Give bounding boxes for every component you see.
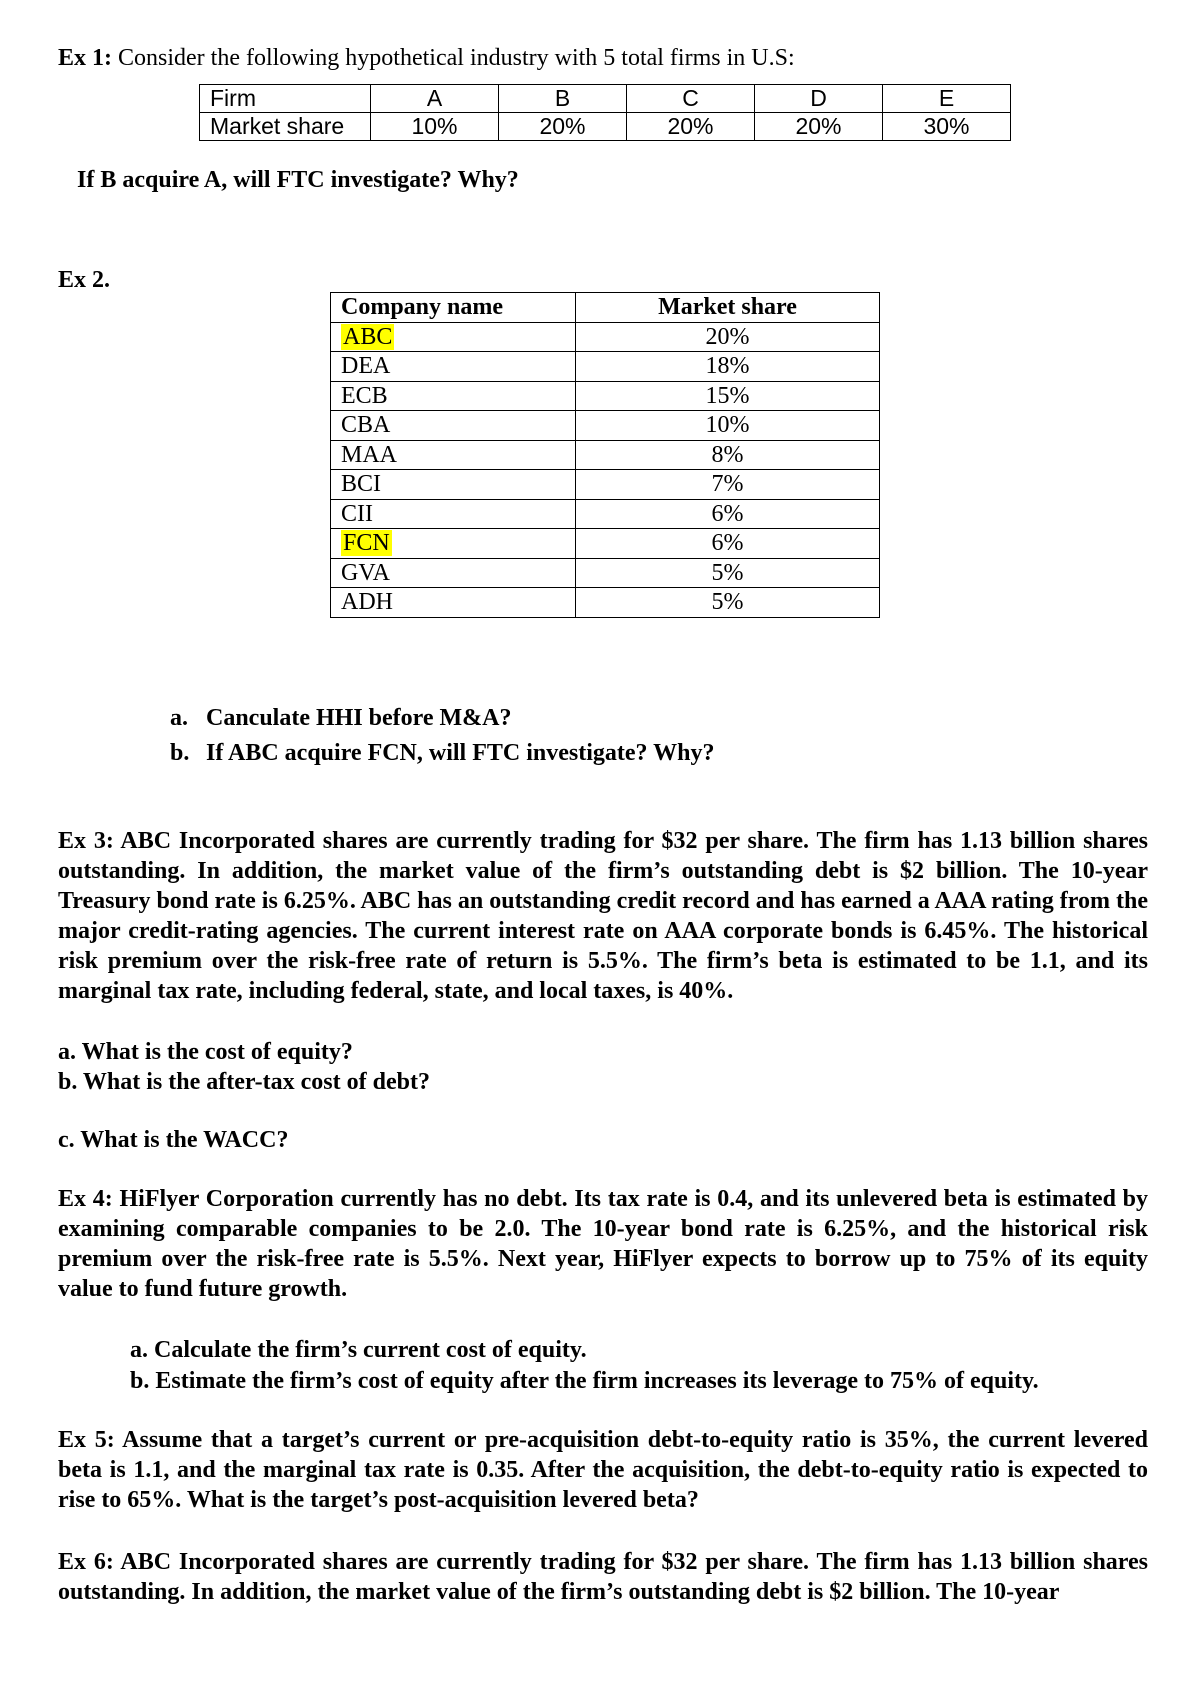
ex1-share-row [200,113,1011,141]
ex3-question-a: a. What is the cost of equity? [58,1039,353,1065]
company-share: 8% [576,440,880,470]
company-share: 5% [576,558,880,588]
ex4-question-b: b. Estimate the firm’s cost of equity after the firm increases its leverage to 75% of equity. [130,1368,1039,1394]
ex6-label: Ex 6: [58,1549,114,1575]
company-name-cell [331,470,576,500]
company-name-cell [331,499,576,529]
ex1-firm-row [200,85,1011,113]
ex1-intro: Consider the following hypothetical industry with 5 total firms in U.S: [112,45,795,71]
ex5-paragraph [58,1425,1148,1515]
ex2-question-b [170,738,714,768]
ex6-paragraph [58,1547,1148,1607]
company-name: GVA [341,559,390,586]
ex1-firm-table [199,84,1011,141]
ex1-question: If B acquire A, will FTC investigate? Why? [77,167,519,193]
ex1-label: Ex 1: [58,45,112,71]
company-row [331,440,880,470]
company-share: 10% [576,411,880,441]
share-a: 10% [371,113,499,141]
company-name: ADH [341,589,393,616]
ex1-heading [58,43,795,73]
ex3-question-b: b. What is the after-tax cost of debt? [58,1069,430,1095]
company-row [331,558,880,588]
ex2-header-row [331,293,880,323]
company-name: ABC [343,323,393,350]
ex3-paragraph: Ex 3: ABC Incorporated shares are currently trading for $32 per share. The firm has 1.13 billion shares outstanding. In addition, the market value of the firm’s outstanding debt is $2 billion. The 10-year Treasury bond rate is 6.25%. ABC has an outstanding credit record and has earned a AAA rating from the major credit-rating agencies. The current interest rate on AAA corporate bonds is 6.45%. The historical risk premium over the risk-free rate of return is 5.5%. The firm’s beta is estimated to be 1.1, and its marginal tax rate, including federal, state, and local taxes, is 40%. [58,828,1148,1004]
ex5-label: Ex 5: [58,1427,115,1453]
company-name-cell [331,588,576,618]
share-c: 20% [627,113,755,141]
company-row [331,499,880,529]
company-share: 18% [576,352,880,382]
company-row [331,322,880,352]
ex2-label: Ex 2. [58,267,111,293]
firm-a: A [371,85,499,113]
company-name: MAA [341,441,398,468]
company-name-cell [331,322,576,352]
company-name-cell [331,529,576,559]
ex3-question-c: c. What is the WACC? [58,1127,289,1153]
company-row [331,352,880,382]
company-row [331,470,880,500]
company-name: ECB [341,382,388,409]
share-e: 30% [883,113,1011,141]
firm-d: D [755,85,883,113]
col-company-name: Company name [331,293,576,323]
ex2-table-body [331,322,880,617]
company-row [331,588,880,618]
company-name: CII [341,500,373,527]
company-name: DEA [341,353,391,380]
firm-header-label: Firm [200,85,371,113]
company-row [331,411,880,441]
ex2-qa-text: Canculate HHI before M&A? [206,705,512,731]
share-row-label: Market share [200,113,371,141]
ex6-text: ABC Incorporated shares are currently trading for $32 per share. The firm has 1.13 billion shares outstanding. In addition, the market value of the firm’s outstanding debt is $2 billion. The 10-year [58,1549,1148,1605]
company-name: BCI [341,471,382,498]
ex4-question-a: a. Calculate the firm’s current cost of equity. [130,1337,587,1363]
company-name-cell [331,558,576,588]
ex5-text: Assume that a target’s current or pre-acquisition debt-to-equity ratio is 35%, the current levered beta is 1.1, and the marginal tax rate is 0.35. After the acquisition, the debt-to-equity ratio is expected to rise to 65%. What is the target’s post-acquisition levered beta? [58,1427,1148,1513]
company-row [331,529,880,559]
share-d: 20% [755,113,883,141]
company-name-cell [331,440,576,470]
ex2-qa-marker: a. [170,705,188,731]
company-name: FCN [343,530,390,557]
share-b: 20% [499,113,627,141]
ex2-company-table [330,292,880,618]
company-share: 7% [576,470,880,500]
ex2-question-a [170,703,512,733]
company-share: 6% [576,529,880,559]
company-share: 15% [576,381,880,411]
company-share: 6% [576,499,880,529]
firm-c: C [627,85,755,113]
ex4-paragraph: Ex 4: HiFlyer Corporation currently has no debt. Its tax rate is 0.4, and its unlevered beta is estimated by examining comparable companies to be 2.0. The 10-year bond rate is 6.25%, and the historical risk premium over the risk-free rate is 5.5%. Next year, HiFlyer expects to borrow up to 75% of its equity value to fund future growth. [58,1186,1148,1302]
company-row [331,381,880,411]
company-name-cell [331,411,576,441]
col-market-share: Market share [576,293,880,323]
ex2-qb-marker: b. [170,740,190,766]
firm-e: E [883,85,1011,113]
company-name: CBA [341,412,391,439]
company-share: 5% [576,588,880,618]
company-name-cell [331,381,576,411]
firm-b: B [499,85,627,113]
company-name-cell [331,352,576,382]
company-share: 20% [576,322,880,352]
ex2-qb-text: If ABC acquire FCN, will FTC investigate? Why? [206,740,715,766]
